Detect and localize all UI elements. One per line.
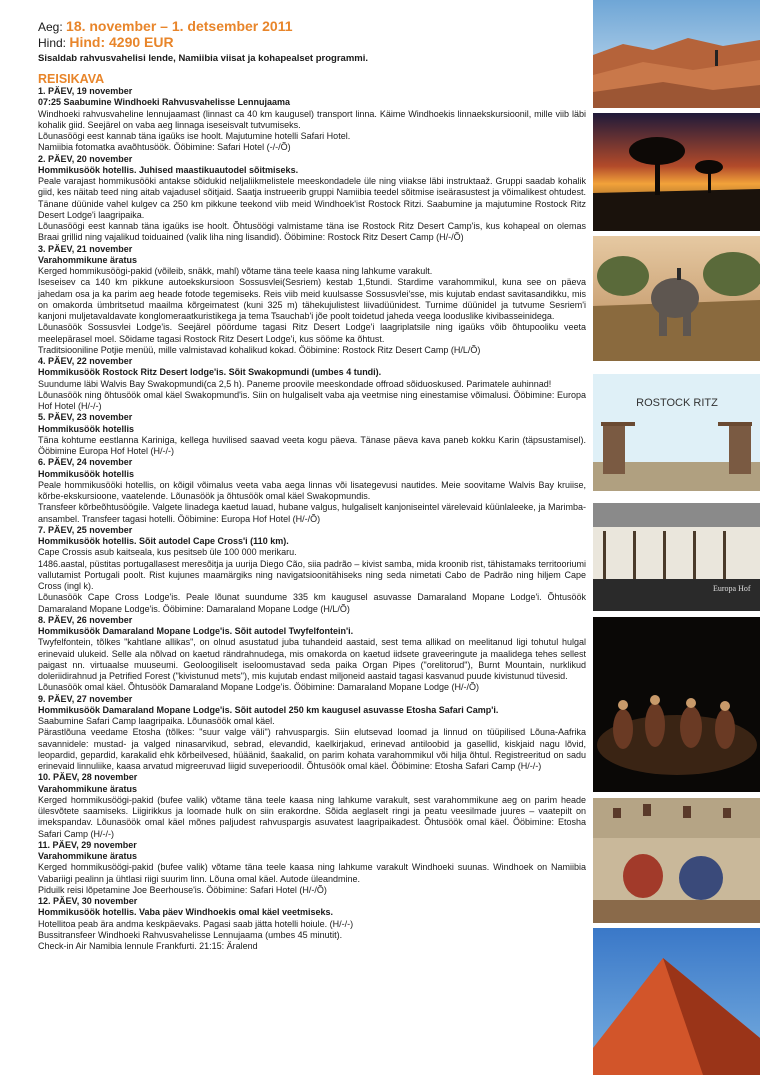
day-subtitle: Hommikusöök hotellis. Vaba päev Windhoekis omal käel veetmiseks.: [38, 907, 334, 918]
night-dancers-photo: [593, 617, 760, 792]
photo-column: [593, 0, 760, 1075]
day-text: Check-in Air Namibia lennule Frankfurti. 21:15: Äralend: [38, 941, 258, 951]
day-list: [38, 86, 586, 952]
day-text: Peale hommikusööki hotellis, on kõigil võimalus veeta vaba aega linnas või lisategevusi nautides. Meie soovitame Walvis Bay kruiise, kõrbe-ekskursioone, vaatelende. Lõunasöök ja õhtusöök omal käel Swakopmundis.: [38, 479, 586, 501]
day-block: [38, 457, 586, 525]
day-block: [38, 772, 586, 840]
market-photo: [593, 798, 760, 923]
period-value: 18. november – 1. detsember 2011: [66, 18, 293, 34]
itinerary-column: [38, 19, 586, 952]
day-text: Traditsiooniline Potjie menüü, mille valmistavad kohalikud kokad. Ööbimine: Rostock Ritz Desert Camp (H/L/Õ): [38, 344, 481, 355]
day-text: Twyfelfontein, tõlkes "kahtlane allikas", on olnud asustatud juba tuhandeid aastaid, sest tema allikad on meelitanud ligi tohutul hulgal erinevaid ulukeid. Selle ala nõlvad on kaetud rändrahnudega, mis omakorda on kaetud iidsete graveeringute ja maalidega tehes sellest paigast nn. virtuaalse muuseumi. Geoloogiliselt iseloomustavad seda paika Organ Pipes ("orelitorud"), Burnt Mountain, nurklikud doleriidirahnud ja Petrified Forest ("kivistunud mets"), mis kujutab endast miljoneid aastaid tagasi kasvanud puude kivistunud tüvesid.: [38, 637, 586, 681]
day-title: 4. PÄEV, 22 november: [38, 356, 133, 366]
day-subtitle: Varahommikune äratus: [38, 851, 138, 861]
day-text: 1486.aastal, püstitas portugallasest meresõitja ja uurija Diego Cão, siia padrão – kivist samba, mida kroonib rist, tähistamaks territooriumi vallutamist Portugali poolt. Rist kujunes maamärgiks ning navigatsioonitähiseks ning seda nimetati Cabo de Padrão ning hiljem Cape Cross (ingl k).: [38, 558, 586, 591]
day-block: [38, 412, 586, 457]
day-subtitle: Hommikusöök hotellis: [38, 423, 135, 434]
day-block: [38, 840, 586, 896]
section-title: REISIKAVA: [38, 72, 105, 86]
day-subtitle: Varahommikune äratus: [38, 254, 138, 265]
red-dune-photo: [593, 928, 760, 1075]
day-text: Transfeer kõrbeõhtusöögile. Valgete linadega kaetud lauad, hubane valgus, hulgaliselt kanjoniseintel värelevaid küünlaleeke, ja Marimba-ansambel. Transfeer tagasi hotelli. Ööbimine: Europa Hof Hotel (H/-/Õ): [38, 502, 586, 524]
day-title: 9. PÄEV, 27 november: [38, 693, 133, 704]
day-title: 8. PÄEV, 26 november: [38, 614, 133, 625]
day-text: Pärastlõuna veedame Etosha (tõlkes: "suur valge väli") rahvuspargis. Siin elutsevad loomad ja linnud on tüüpilised Lõuna-Aafrika savannidele: mustad- ja valged ninasarvikud, sebrad, elevandid, kaelkirjakud, erinevad antiloobid ja gasellid, kiskjaid nagu lõvid, leopardid, gepardid, karakalid ehk kõrbeilvesed, hüäänid, šaakalid, on parim kohata varahommikul või hilja õhtul. Registreeritud on sadu erinevaid linnuliike, kaasa arvatud migreeruvad liigid suveperioodil. Õhtusöök omal käel. Ööbimine: Etosha Safari Camp (H/-/-): [38, 727, 586, 771]
day-text: Lõunasöök omal käel. Õhtusöök Damaraland Mopane Lodge'is. Ööbimine: Damaraland Mopane Lodge (H/-/Õ): [38, 682, 479, 693]
day-block: [38, 525, 586, 615]
day-title: 5. PÄEV, 23 november: [38, 412, 133, 423]
day-text: Peale varajast hommikusööki antakse sõidukid neljaliikmelistele meeskondadele üle ning viiakse läbi instruktaaž. Gruppi saadab kohalik giid, kes näitab teed ning aitab vajadusel sõitjaid. Saatja instrueerib gruppi Namiibia teedel sõitmise iseärasustest ja võimalikest ohtudest. Tänane düünide vahel kulgev ca 250 km pikkune teekond viib meid Windhoek'ist Rostock Ritzi. Saabumine ja majutumine Rostock Ritz Desert Lodge'i laagripaika.: [38, 176, 586, 220]
day-title: 1. PÄEV, 19 november: [38, 86, 133, 96]
price-label: Hind:: [38, 36, 67, 50]
day-text: Lõunasöögi eest kannab täna igaüks ise hoolt. Majutumine hotelli Safari Hotel.: [38, 131, 351, 141]
hotel-photo: [593, 503, 760, 611]
sunset-tree-photo: [593, 113, 760, 231]
day-subtitle: Hommikusöök Damaraland Mopane Lodge'is. Sõit autodel Twyfelfontein'i.: [38, 626, 354, 636]
day-title: 10. PÄEV, 28 november: [38, 772, 138, 783]
day-subtitle: Hommikusöök hotellis. Sõit autodel Cape Cross'i (110 km).: [38, 536, 289, 546]
day-text: Bussitransfeer Windhoeki Rahvusvahelisse Lennujaama (umbes 45 minutit).: [38, 929, 343, 940]
included-note: Sisaldab rahvusvahelisi lende, Namiibia viisat ja kohapealset programmi.: [38, 53, 368, 64]
day-subtitle: Hommikusöök hotellis: [38, 468, 135, 479]
day-subtitle: Varahommikune äratus: [38, 783, 138, 794]
day-text: Lõunasöök ning õhtusöök omal käel Swakopmund'is. Siin on hulgaliselt vaba aja veetmise ning einestamise võimalusi. Ööbimine: Europa Hof Hotel (H/-/-): [38, 389, 586, 411]
day-text: Kerged hommikusöögi-pakid (võileib, snäkk, mahl) võtame täna teele kaasa ning lahkume varakult.: [38, 266, 433, 276]
day-text: Windhoeki rahvusvaheline lennujaamast (linnast ca 40 km kaugusel) transport linna. Käime Windhoekis linnaekskursioonil, mille viib läbi kohalik giid. Seejärel on vaba aeg linnaga iseseisvalt tutvumiseks.: [38, 108, 586, 130]
day-text: Lõunasöök Sossusvlei Lodge'is. Seejärel pöördume tagasi Ritz Desert Lodge'i laagriplatsile ning igaüks võib õhtupooliku veeta meelepärasel moel. Sõidame tagasi Rostock Ritz Desert Lodge'i, kus sööme ka õhtust.: [38, 322, 586, 344]
day-title: 12. PÄEV, 30 november: [38, 896, 138, 906]
rostock-ritz-sign-photo: [593, 374, 760, 491]
day-text: Lõunasöögi eest kannab täna igaüks ise hoolt. Õhtusöögi valmistame täna ise Rostock Ritz Desert Camp'is, kus kohapeal on olemas Braai grillid ning vajalikud toiduained (valik liha ning lisandid). Ööbimine: Rostock Ritz Desert Camp (H/-/Õ): [38, 221, 586, 243]
day-block: [38, 615, 586, 694]
day-text: Täna kohtume eestlanna Kariniga, kellega huvilised saavad veeta kogu päeva. Tänase päeva kava paneb kokku Karin (täpsustamisel). Ööbimine Europa Hof Hotel (H/-/-): [38, 434, 586, 456]
period-label: Aeg:: [38, 20, 63, 34]
hotel-sign: Europa Hof: [713, 584, 751, 593]
day-block: [38, 896, 586, 952]
day-block: [38, 356, 586, 412]
elephant-photo: [593, 236, 760, 361]
day-subtitle: Hommikusöök hotellis. Juhised maastikuautodel sõitmiseks.: [38, 164, 299, 175]
day-block: [38, 694, 586, 773]
day-title: 2. PÄEV, 20 november: [38, 153, 133, 164]
day-block: [38, 154, 586, 244]
day-text: Hotellitoa peab ära andma keskpäevaks. Pagasi saab jätta hotelli hoiule. (H/-/-): [38, 918, 354, 929]
day-subtitle: Hommikusöök Damaraland Mopane Lodge'is. Sõit autodel 250 km kaugusel asuvasse Etosha Safari Camp'i.: [38, 704, 499, 715]
day-title: 11. PÄEV, 29 november: [38, 839, 137, 850]
day-text: Iseseisev ca 140 km pikkune autoekskursioon Sossusvlei(Sesriem) kestab 1,5tundi. Stardime varahommikul, kuna see on päeva jahedam osa ja ka parim aeg heade fotode tegemiseks. Reis viib meid kuulsasse Sossusvlei'sse, mis kujutab endast savitasandikku, mis on omakorda ümbritsetud maailma kõrgeimatest (kuni 325 m) tähekujulistest liivadüünidest. Turnime düünidel ja tutvume Sesriem'i kanjoni muljetavaldavate konglomeraatkuristikega ja tema Tsauchab'i jõe poolt toidetud jaheda veega looduslike kivibasseinidega.: [38, 277, 586, 321]
day-block: [38, 86, 586, 154]
day-text: Lõunasöök Cape Cross Lodge'is. Peale lõunat suundume 335 km kaugusel asuvasse Damaraland Mopane Lodge'i. Õhtusöök Damaraland Mopane Lodge'is. Ööbimine: Damaraland Mopane Lodge (H/L/Õ): [38, 592, 586, 614]
sign-text: ROSTOCK RITZ: [636, 397, 718, 409]
day-text: Kerged hommikusöögi-pakid (bufee valik) võtame täna teele kaasa ning lahkume varakult, sest varahommikune aeg on parim heade ülesvõtete saamiseks. Liigirikkus ja loomade hulk on siin erakordne. Sõida aeglaselt ringi ja peatu veesilmade juures – vaatepilt on imekspandav. Lõunasöök omal käel mõnes paljudest rahvuspargis asuvatest laagripaikadest. Õhtusöök omal käel. Ööbimine: Etosha Safari Camp (H/-/-): [38, 794, 586, 839]
day-text: Saabumine Safari Camp laagripaika. Lõunasöök omal käel.: [38, 716, 275, 726]
day-subtitle: Hommikusöök Rostock Ritz Desert lodge'is. Sõit Swakopmundi (umbes 4 tundi).: [38, 367, 382, 378]
period-line: [38, 19, 586, 35]
desert-landscape-photo: [593, 0, 760, 108]
day-text: Piduilk reisi lõpetamine Joe Beerhouse'is. Ööbimine: Safari Hotel (H/-/Õ): [38, 884, 327, 895]
price-value: Hind: 4290 EUR: [69, 34, 174, 50]
day-text: Suundume läbi Walvis Bay Swakopmundi(ca 2,5 h). Paneme proovile meeskondade offroad sõiduoskused. Parimatele auhinnad!: [38, 378, 552, 389]
day-title: 6. PÄEV, 24 november: [38, 457, 133, 468]
day-title: 7. PÄEV, 25 november: [38, 524, 133, 535]
day-text: Namiibia fotomatka avaõhtusöök. Ööbimine: Safari Hotel (-/-/Õ): [38, 142, 291, 153]
day-subtitle: 07:25 Saabumine Windhoeki Rahvusvahelisse Lennujaama: [38, 97, 291, 108]
day-text: Cape Crossis asub kaitseala, kus pesitseb üle 100 000 merikaru.: [38, 547, 297, 558]
day-title: 3. PÄEV, 21 november: [38, 243, 133, 254]
day-text: Kerged hommikusöögi-pakid (bufee valik) võtame täna teele kaasa ning lahkume varakult Windhoeki suunas. Windhoek on Namiibia Vabariigi pealinn ja ühtlasi riigi suurim linn. Lõuna omal käel. Autode üleandmine.: [38, 862, 586, 884]
price-line: [38, 35, 586, 51]
day-block: [38, 244, 586, 357]
